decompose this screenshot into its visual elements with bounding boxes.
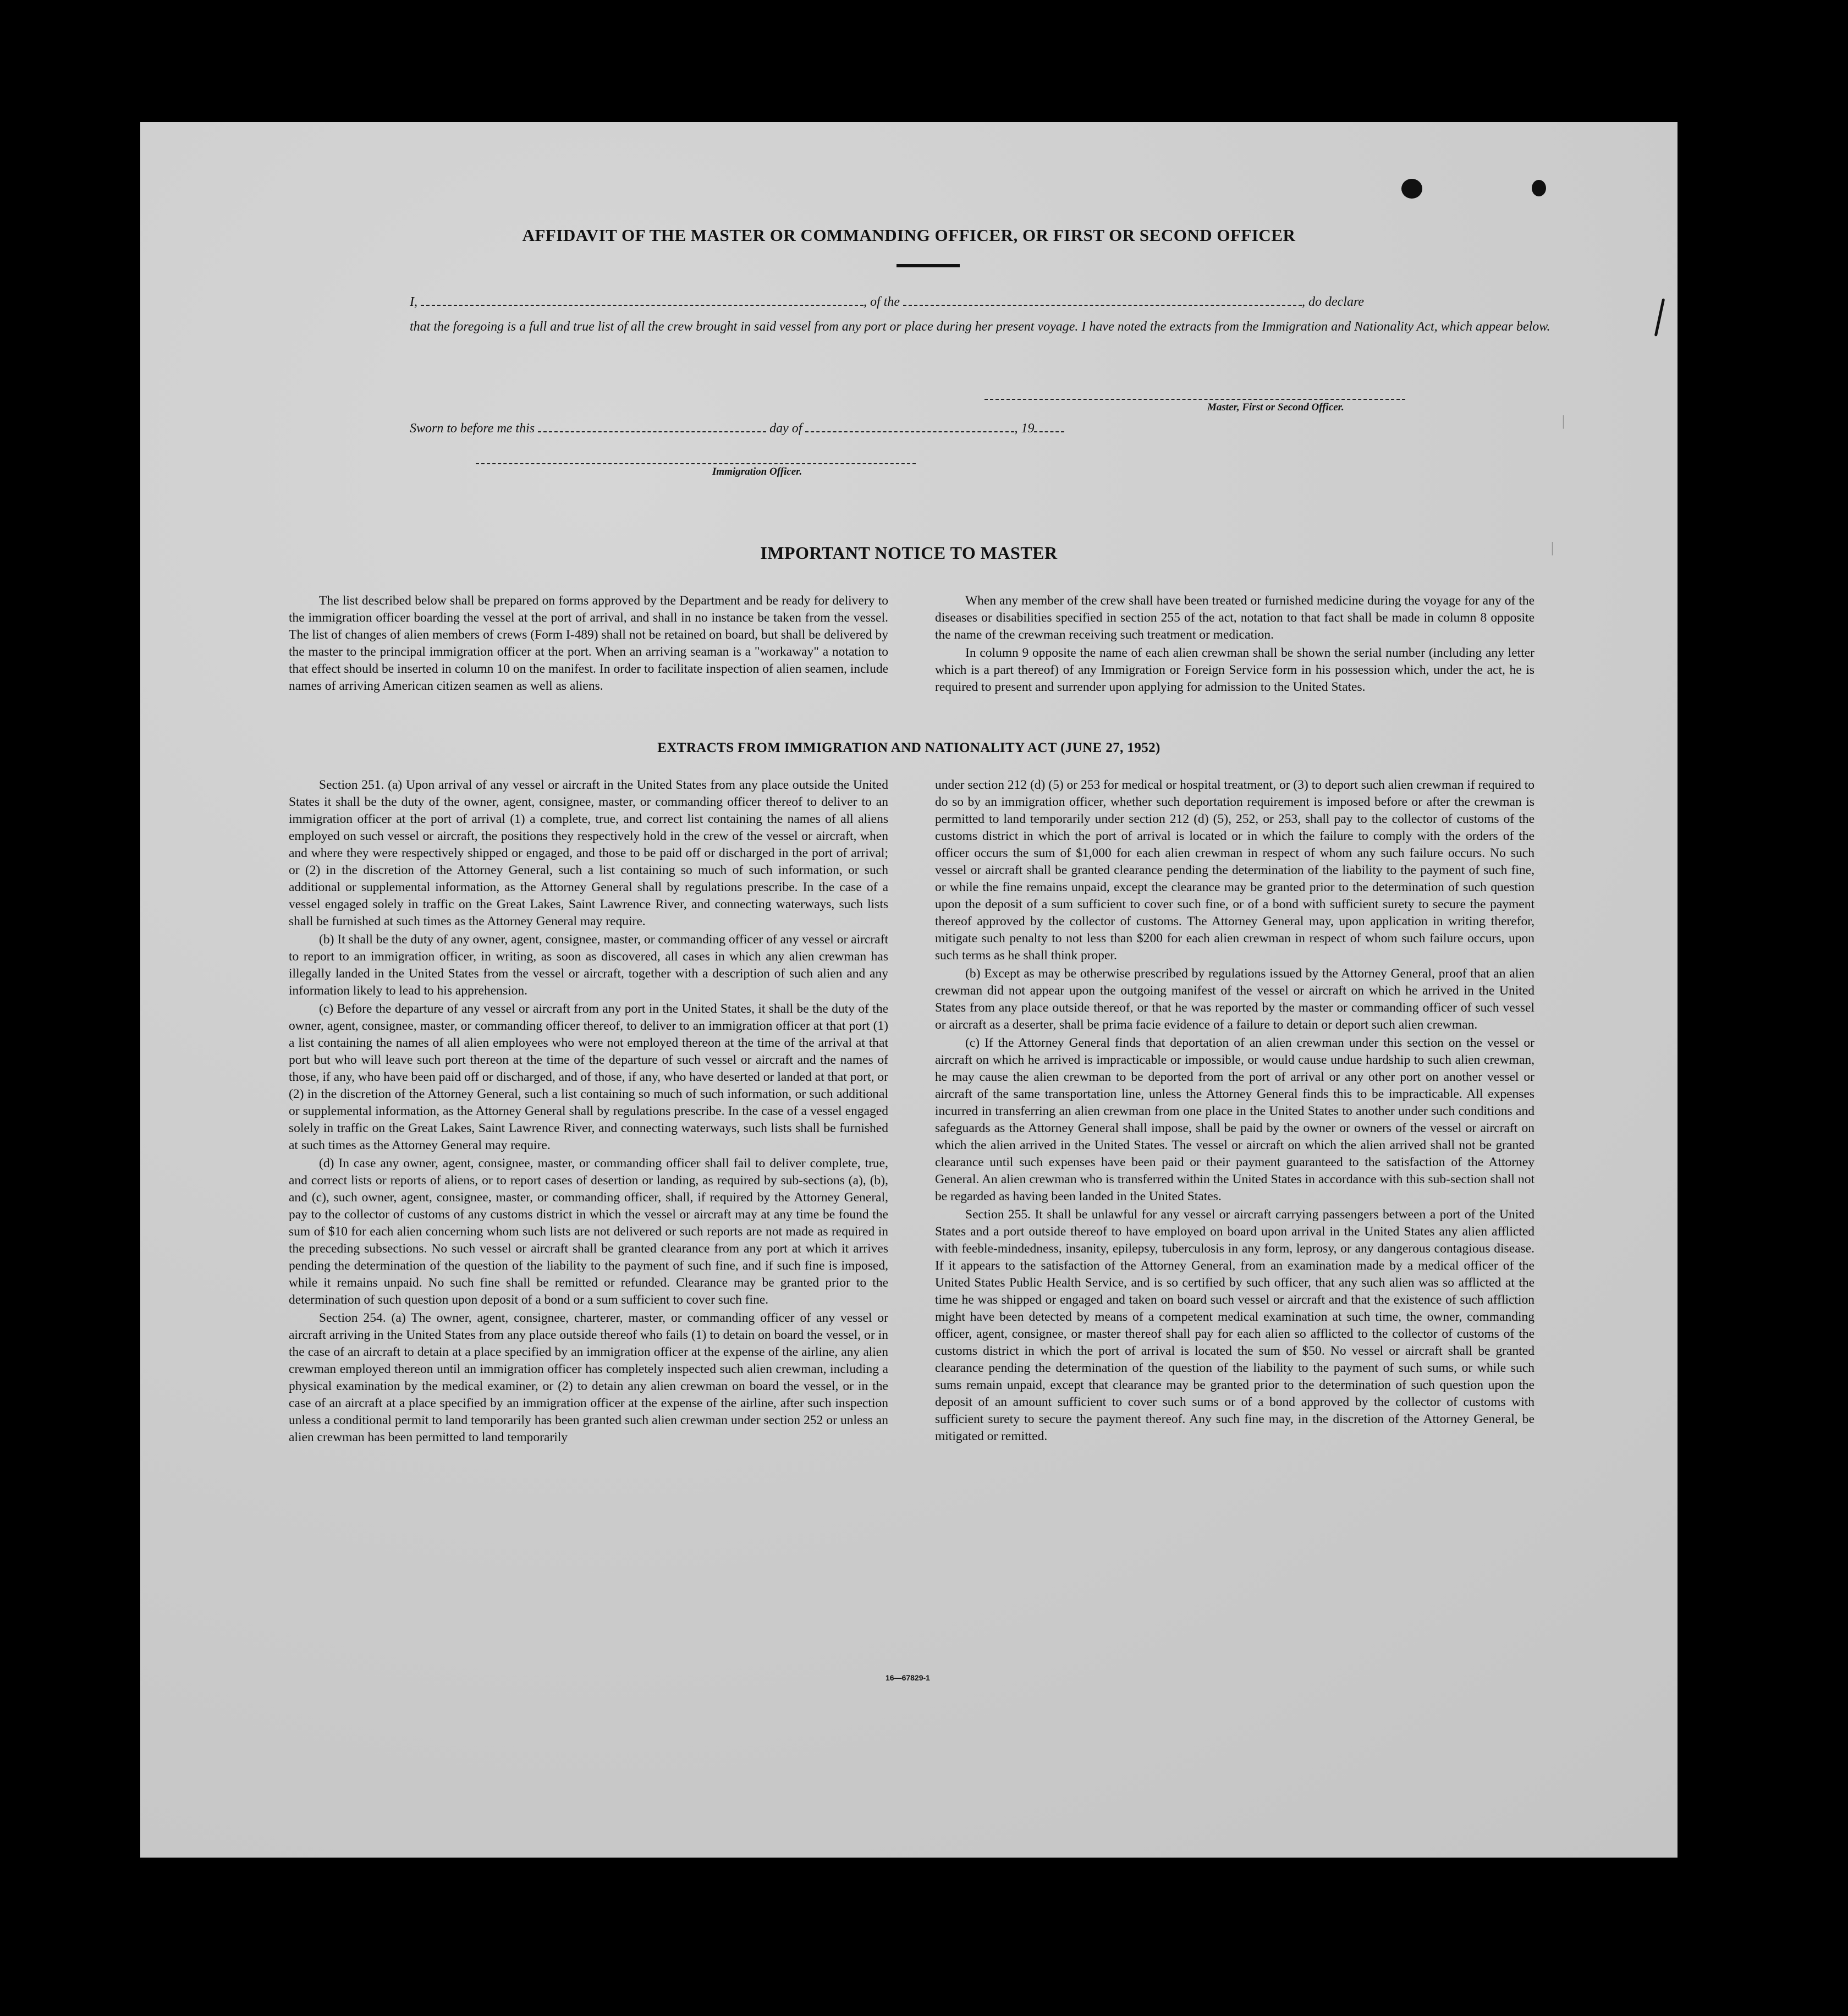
form-number: 16—67829-1 (886, 1673, 930, 1682)
sworn-line (410, 416, 1554, 441)
bleed-through-text: | (1548, 540, 1557, 557)
sworn-prefix: Sworn to before me this (410, 421, 535, 436)
extract-paragraph: (b) Except as may be otherwise prescribed by regulations issued by the Attorney General, proof that an alien crewman did not appear upon the outgoing manifest of the vessel or aircraft on which he arrived in the United States from any place outside thereof, or that he was reported by the master or commanding officer of such vessel or aircraft as a deserter, shall be prima facie evidence of a failure to detain or deport such alien crewman. (935, 966, 1535, 1032)
notice-paragraph: In column 9 opposite the name of each alien crewman shall be shown the serial number (including any letter which is a part thereof) of any Immigration or Foreign Service form in his possession which, under the act, he is required to present and surrender upon applying for admission to the United States. (935, 646, 1535, 694)
master-signature-line[interactable] (985, 399, 1405, 400)
vessel-name-field[interactable] (903, 295, 1302, 306)
immigration-officer-caption: Immigration Officer. (712, 466, 802, 477)
declaration-line-1 (410, 290, 1554, 314)
notice-paragraph: When any member of the crew shall have been treated or furnished medicine during the voyage for any of the diseases or disabilities specified in section 255 of the act, notation to that fact shall be made in column 8 opposite the name of the crewman receiving such treatment or medication. (935, 594, 1535, 642)
ink-blot (1532, 180, 1546, 196)
notice-title: IMPORTANT NOTICE TO MASTER (760, 543, 1058, 563)
extract-paragraph: Section 254. (a) The owner, agent, consignee, charterer, master, or commanding officer of any vessel or aircraft arriving in the United States from any place outside thereof who fails (1) to detain on board the vessel, or in the case of an aircraft to detain at a place specified by an immigration officer at the expense of the airline, any alien crewman employed thereon until an immigration officer has completely inspected such alien crewman, including a physical examination by the medical examiner, or (2) to detain any alien crewman on board the vessel, or in the case of an aircraft at a place specified by an immigration officer at the expense of the airline, after such inspection unless a conditional permit to land temporarily has been granted such alien crewman under section 252 or unless an alien crewman has been permitted to land temporarily (289, 1311, 888, 1444)
sworn-year-prefix: , 19 (1014, 421, 1035, 436)
bleed-through-text: | (1559, 414, 1568, 430)
master-name-field[interactable] (421, 295, 864, 306)
sworn-day-field[interactable] (538, 421, 766, 432)
declaration-i: I, (410, 295, 417, 309)
title-underline (897, 264, 960, 267)
extracts-title: EXTRACTS FROM IMMIGRATION AND NATIONALITY ACT (JUNE 27, 1952) (657, 740, 1160, 755)
master-signature-caption: Master, First or Second Officer. (1207, 402, 1344, 413)
extract-paragraph: (d) In case any owner, agent, consignee, master, or commanding officer shall fail to deliver complete, true, and correct lists or reports of aliens, or to report cases of desertion or landing, as required by sub-sections (a), (b), and (c), such owner, agent, consignee, master, or commanding officer, shall, if required by the Attorney General, pay to the collector of customs of any customs district in which the vessel or aircraft may at any time be found the sum of $10 for each alien concerning whom such lists are not delivered or such reports are not made as required in the preceding subsections. No such vessel or aircraft shall be granted clearance from any port at which it arrives pending the determination of the question of the liability to the payment of such fine, and if such fine is imposed, while it remains unpaid. No such fine shall be remitted or refunded. Clearance may be granted prior to the determination of such question upon deposit of a bond or a sum sufficient to cover such fine. (289, 1156, 888, 1307)
pen-mark (1654, 298, 1665, 337)
extract-paragraph: under section 212 (d) (5) or 253 for medical or hospital treatment, or (3) to deport such alien crewman if required to do so by an immigration officer, whether such deportation requirement is imposed before or after the crewman is permitted to land temporarily under section 212 (d) (5), 252, or 253, shall pay to the collector of customs of the customs district in which the port of arrival is located or in which the failure to comply with the orders of the officer occurs the sum of $1,000 for each alien crewman in respect of whom any such failure occurs. No such vessel or aircraft shall be granted clearance pending the determination of the liability to the payment of such fine, or while the fine remains unpaid, except the clearance may be granted prior to the determination of such question upon the deposit of a sum sufficient to cover such fine, or of a bond with sufficient surety to secure the payment thereof approved by the collector of customs. The Attorney General may, upon application in writing therefor, mitigate such penalty to not less than $200 for each alien crewman in respect of whom such failure occurs, upon such terms as he shall think proper. (935, 778, 1535, 963)
declaration-do-declare: , do declare (1302, 295, 1365, 309)
notice-right-column (935, 592, 1535, 697)
sworn-year-field[interactable] (1034, 421, 1064, 432)
extract-paragraph: Section 255. It shall be unlawful for any vessel or aircraft carrying passengers between a port of the United States and a port outside thereof to have employed on board upon arrival in the United States any alien afflicted with feeble-mindedness, insanity, epilepsy, tuberculosis in any form, leprosy, or any dangerous contagious disease. If it appears to the satisfaction of the Attorney General, from an examination made by a medical officer of the United States Public Health Service, and is so certified by such officer, that any such alien was so afflicted at the time he was shipped or engaged and taken on board such vessel or aircraft and that the existence of such affliction might have been detected by means of a competent medical examination at such time, the owner, commanding officer, agent, consignee, or master thereof shall pay for each alien so afflicted to the collector of customs of the customs district in which the port of arrival is located the sum of $50. No vessel or aircraft shall be granted clearance pending the determination of the question of the liability to the payment of such sums, or while such sums remain unpaid, except that clearance may be granted prior to the determination of such question upon the deposit of an amount sufficient to cover such sums or of a bond approved by the collector of customs with sufficient surety to secure the payment thereof. Any such fine may, in the discretion of the Attorney General, be mitigated or remitted. (935, 1207, 1535, 1443)
sworn-day-of: day of (769, 421, 802, 436)
notice-left-column (289, 592, 888, 696)
declaration-text: that the foregoing is a full and true list of all the crew brought in said vessel from any port or place during her present voyage. I have noted the extracts from the Immigration and Nationality Act, which appear below. (410, 320, 1550, 334)
form-page (140, 122, 1678, 1858)
affidavit-title: AFFIDAVIT OF THE MASTER OR COMMANDING OFFICER, OR FIRST OR SECOND OFFICER (522, 226, 1296, 245)
extract-paragraph: (c) Before the departure of any vessel or aircraft from any port in the United States, it shall be the duty of the owner, agent, consignee, master, or commanding officer thereof, to deliver to an immigration officer at that port (1) a list containing the names of all alien employees who were not employed thereon at the time of the arrival at that port but who will leave such port thereon at the time of the departure of such vessel or aircraft and the names of those, if any, who have been paid off or discharged, and of those, if any, who have deserted or landed at that port, or (2) in the discretion of the Attorney General, such a list containing so much of such information, or such additional or supplemental information, as the Attorney General shall by regulations prescribe. In the case of a vessel engaged solely in traffic on the Great Lakes, Saint Lawrence River, and connecting waterways, such lists shall be furnished at such times as the Attorney General may require. (289, 1002, 888, 1152)
immigration-officer-signature-line[interactable] (476, 463, 916, 464)
notice-paragraph: The list described below shall be prepared on forms approved by the Department and be ready for delivery to the immigration officer boarding the vessel at the port of arrival, and shall in no instance be taken from the vessel. The list of changes of alien members of crews (Form I-489) shall not be retained on board, but shall be delivered by the master to the principal immigration officer at the port. When an arriving seaman is a "workaway" a notation to that effect should be inserted in column 10 on the manifest. In order to facilitate inspection of alien seamen, include names of arriving American citizen seamen as well as aliens. (289, 594, 888, 693)
declaration-of-the: , of the (864, 295, 900, 309)
ink-blot (1401, 179, 1422, 199)
extract-paragraph: (c) If the Attorney General finds that deportation of an alien crewman under this section on the vessel or aircraft on which he arrived is impracticable or impossible, or would cause undue hardship to such alien crewman, he may cause the alien crewman to be deported from the port of arrival or any other port on another vessel or aircraft of the same transportation line, unless the Attorney General finds this to be impracticable. All expenses incurred in transferring an alien crewman from one place in the United States to another under such conditions and safeguards as the Attorney General shall impose, shall be paid by the owner or owners of the vessel or aircraft on which the alien arrived in the United States. The vessel or aircraft on which the alien arrived shall not be granted clearance until such expenses have been paid or their payment guaranteed to the satisfaction of the Attorney General. An alien crewman who is transferred within the United States in accordance with this sub-section shall not be regarded as having been landed in the United States. (935, 1036, 1535, 1204)
extract-left-column (289, 777, 888, 1447)
extract-paragraph: (b) It shall be the duty of any owner, agent, consignee, master, or commanding officer of any vessel or aircraft to report to an immigration officer, in writing, as soon as discovered, all cases in which any alien crewman has illegally landed in the United States from the vessel or aircraft, together with a description of such alien and any information likely to lead to his apprehension. (289, 932, 888, 998)
extract-paragraph: Section 251. (a) Upon arrival of any vessel or aircraft in the United States from any place outside the United States it shall be the duty of the owner, agent, consignee, master, or commanding officer thereof to deliver to an immigration officer at the port of arrival (1) a complete, true, and correct list containing the names of all aliens employed on such vessel or aircraft, the positions they respectively hold in the crew of the vessel or aircraft, when and where they were respectively shipped or engaged, and those to be paid off or discharged in the port of arrival; or (2) in the discretion of the Attorney General, such a list containing so much of such information, or such additional or supplemental information, as the Attorney General shall by regulations prescribe. In the case of a vessel engaged solely in traffic on the Great Lakes, Saint Lawrence River, and connecting waterways, such lists shall be furnished at such times as the Attorney General may require. (289, 778, 888, 929)
extract-right-column (935, 777, 1535, 1446)
sworn-month-field[interactable] (805, 421, 1014, 432)
